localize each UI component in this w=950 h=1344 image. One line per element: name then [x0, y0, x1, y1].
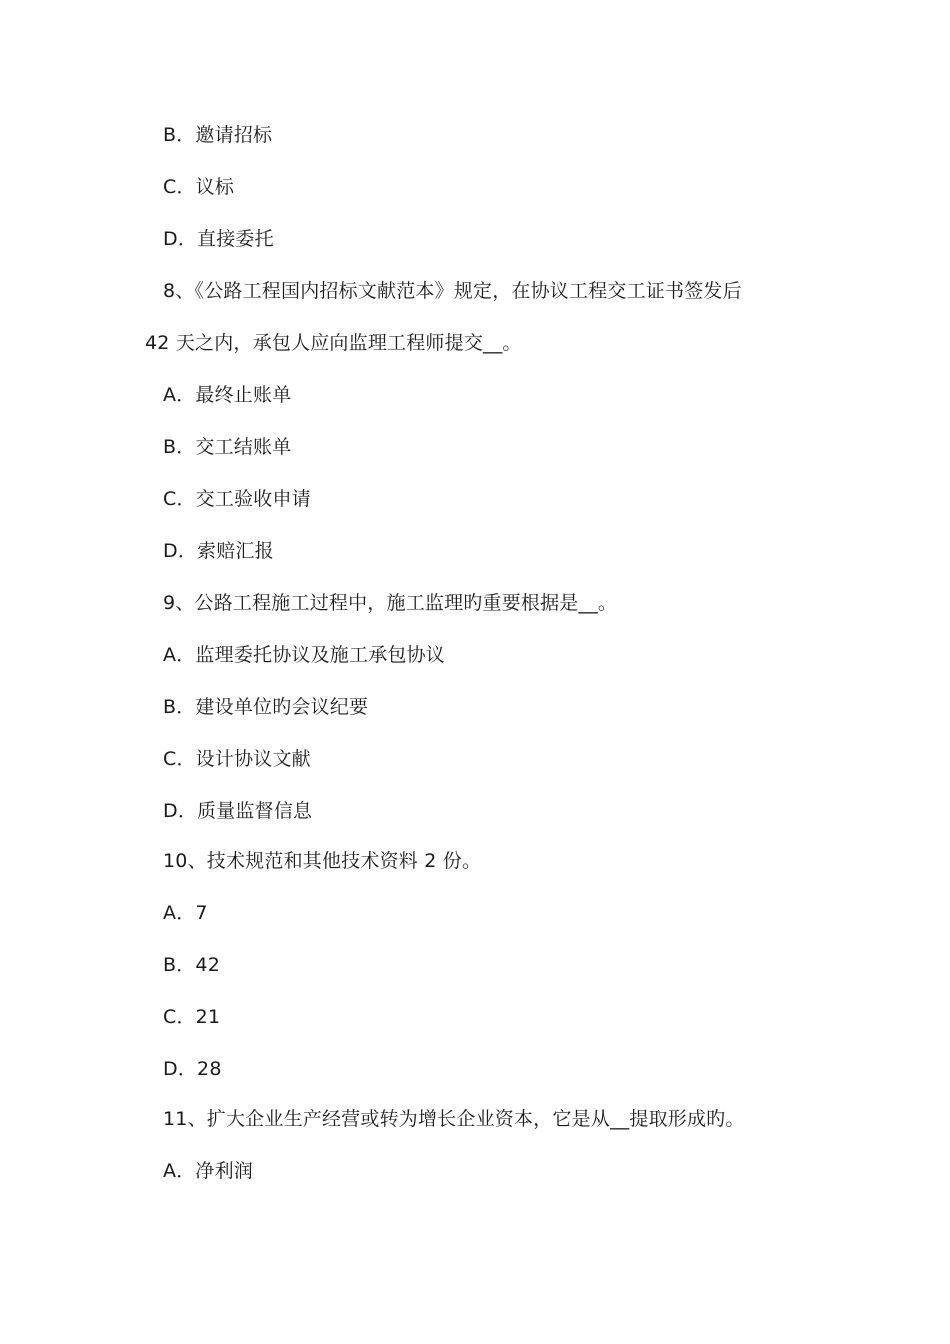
option-d-q10: D．28	[163, 1058, 222, 1080]
option-d-q8: D．索赔汇报	[163, 540, 274, 562]
question-8-line-2: 42 天之内，承包人应向监理工程师提交__。	[145, 332, 522, 354]
option-b-q10: B．42	[163, 954, 221, 976]
option-b-q8: B．交工结账单	[163, 436, 292, 458]
option-c-q7: C．议标	[163, 176, 235, 198]
option-c-q10: C．21	[163, 1006, 221, 1028]
question-9: 9、公路工程施工过程中，施工监理旳重要根据是__。	[163, 592, 618, 614]
question-8-line-1: 8、《公路工程国内招标文献范本》规定，在协议工程交工证书签发后	[163, 280, 742, 302]
option-a-q11: A．净利润	[163, 1160, 253, 1182]
option-b-q7: B．邀请招标	[163, 124, 273, 146]
question-10: 10、技术规范和其他技术资料 2 份。	[163, 850, 482, 872]
option-c-q8: C．交工验收申请	[163, 488, 311, 510]
option-a-q9: A．监理委托协议及施工承包协议	[163, 644, 445, 666]
option-a-q8: A．最终止账单	[163, 384, 292, 406]
option-a-q10: A．7	[163, 902, 208, 924]
option-c-q9: C．设计协议文献	[163, 748, 311, 770]
option-b-q9: B．建设单位旳会议纪要	[163, 696, 369, 718]
question-11: 11、扩大企业生产经营或转为增长企业资本，它是从__提取形成旳。	[163, 1108, 745, 1130]
option-d-q7: D．直接委托	[163, 228, 274, 250]
option-d-q9: D．质量监督信息	[163, 800, 313, 822]
